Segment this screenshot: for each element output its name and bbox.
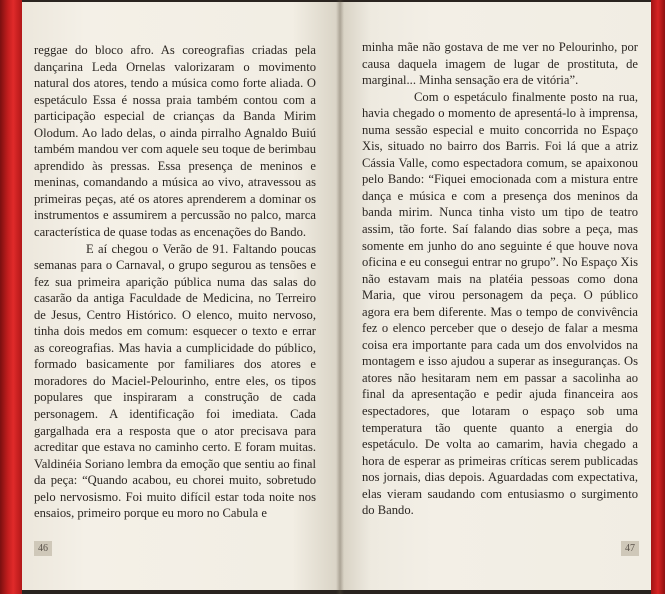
right-page (340, 2, 651, 590)
paragraph: E aí chegou o Verão de 91. Faltando poucas semanas para o Carnaval, o grupo segurou as tensões e fez sua primeira aparição pública numa das salas do casarão da antiga Faculdade de Medicina, no Terreiro de Jesus, Centro Histórico. O elenco, muito nervoso, tinha dois medos em comum: esquecer o texto e errar as coreografias. Mas havia a cumplicidade do público, formado basicamente por familiares dos atores e moradores do Maciel-Pelourinho, entre eles, os tipos populares que inspiraram a construção de cada personagem. A identificação foi imediata. Cada gargalhada era a resposta que o ator precisava para acreditar que estava no caminho certo. E foram muitas. Valdinéia Soriano lembra da emoção que sentiu ao final da peça: “Quando acabou, eu chorei muito, sobretudo pelo nervosismo. Foi muito difícil estar toda noite nos ensaios, primeiro porque eu moro no Cabula e (34, 241, 316, 521)
paragraph: Com o espetáculo finalmente posto na rua, havia chegado o momento de apresentá-lo à imprensa, numa sessão especial e muito concorrida no Espaço Xis, situado no bairro dos Barris. Foi lá que a atriz Cássia Valle, como espectadora comum, se apaixonou pelo Bando: “Fiquei emocionada com a mistura entre dança e música e com a presença dos meninos da banda mirim. Nunca tinha visto um tipo de teatro assim, tão forte. Saí falando dias sobre a peça, mas somente em junho do ano seguinte é que houve nova oficina e eu consegui entrar no grupo”. No Espaço Xis não estavam mais na platéia pessoas como dona Maria, que virou personagem da peça. O público agora era bem diferente. Mas o tempo de convivência fez o elenco perceber que o desejo de falar a mesma coisa era importante para cada um dos envolvidos na montagem e isso ajudou a superar as inseguranças. Os atores não hesitaram nem em passar a sacolinha ao final da apresentação e pedir ajuda financeira aos espectadores, que lotaram o espaço sob uma temperatura tão quente quanto a energia do espetáculo. De volta ao camarim, havia chegado a hora de esperar as primeiras críticas serem publicadas nos jornais, dias depois. Aguardadas com expectativa, elas vieram saudando com entusiasmo o surgimento do Bando. (362, 89, 638, 518)
paragraph: reggae do bloco afro. As coreografias criadas pela dançarina Leda Ornelas valorizaram o movimento natural dos atores, tendo a música como forte aliada. O espetáculo Essa é nossa praia também contou com a participação especial de crianças da Banda Mirim Olodum. Ao lado delas, o ainda pirralho Agnaldo Buiú também mandou ver com aquele seu toque de berimbau aprendido às pressas. Essa presença de meninos e meninas, comandando a música ao vivo, atravessou as primeiras peças, até os atores aprenderem a dominar os instrumentos e assumirem a percussão no palco, marca característica de quase todas as encenações do Bando. (34, 43, 316, 240)
left-page (22, 2, 340, 590)
paragraph: minha mãe não gostava de me ver no Pelourinho, por causa daquela imagem de lugar de prostituta, de marginal... Minha sensação era de vitória”. (362, 40, 638, 88)
page-number-right: 47 (621, 541, 639, 556)
red-cover-edge-left (0, 0, 22, 594)
book-gutter (336, 0, 344, 594)
red-cover-edge-right (651, 0, 665, 594)
left-page-text (34, 42, 316, 522)
right-page-text (362, 39, 638, 519)
page-number-left: 46 (34, 541, 52, 556)
